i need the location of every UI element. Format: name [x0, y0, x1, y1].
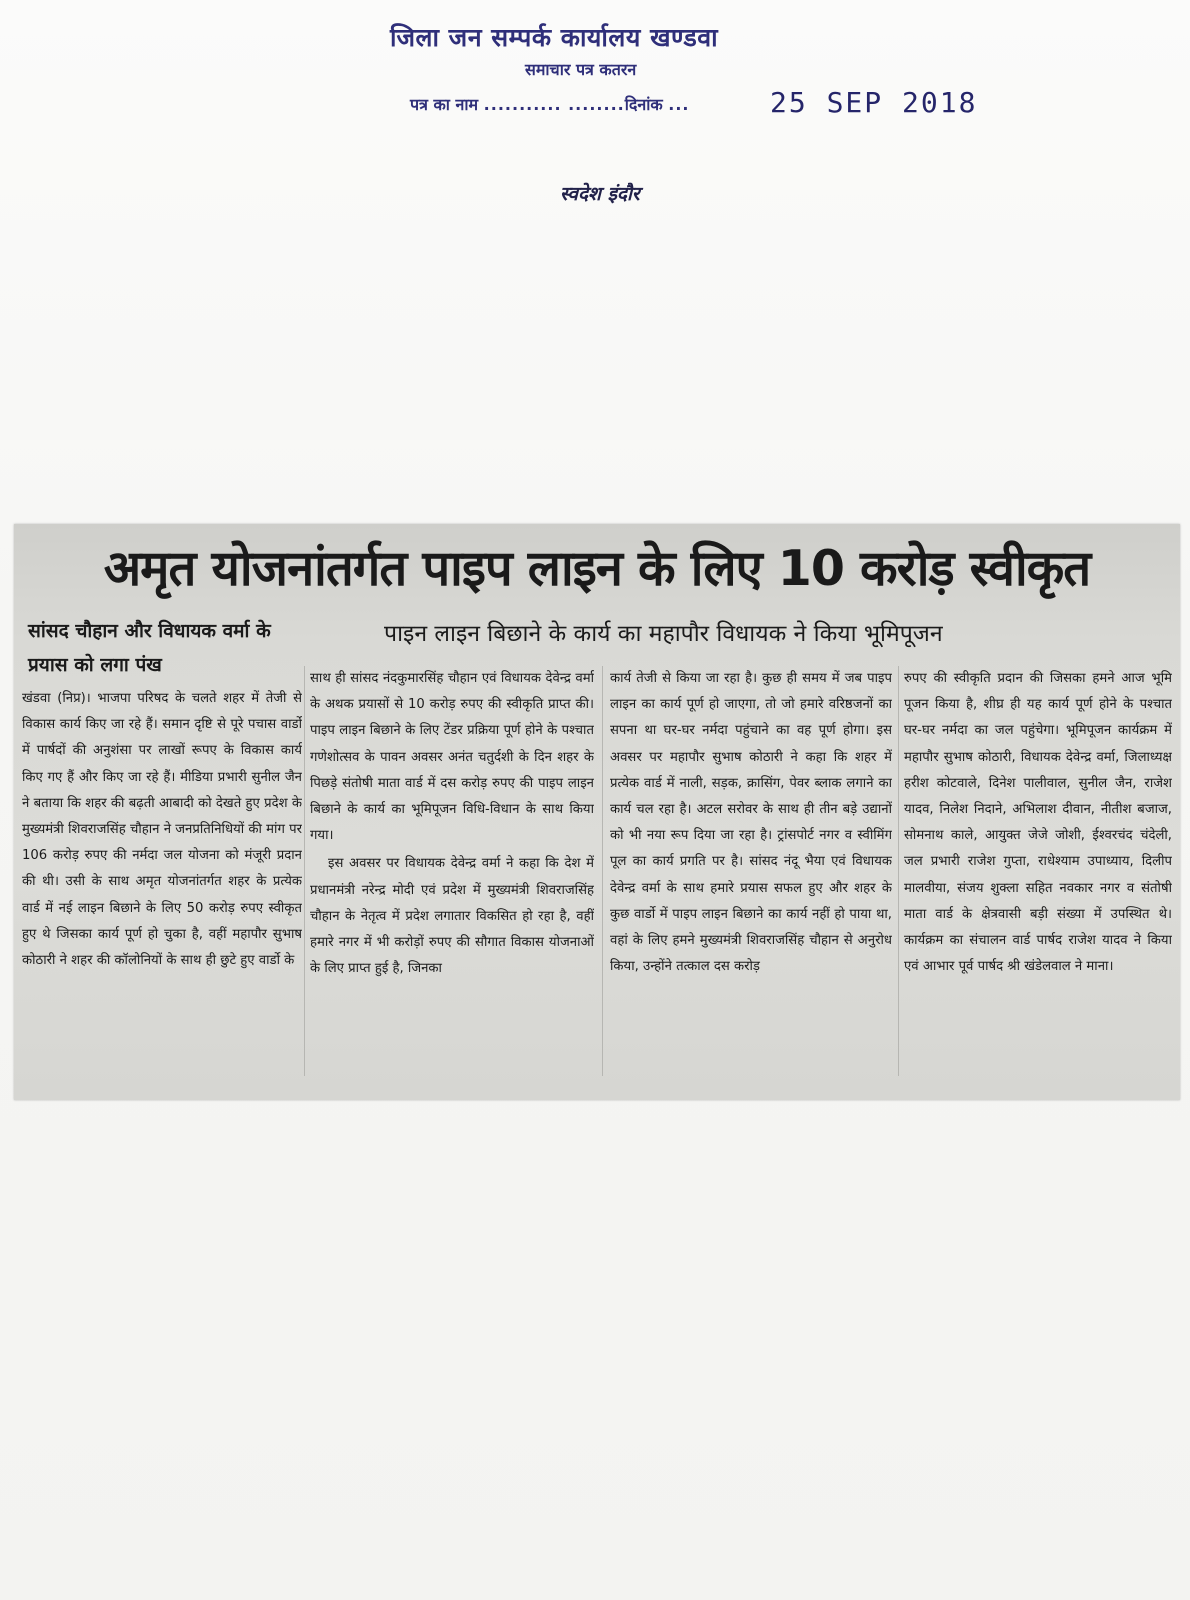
dotted-leader-short: ... [668, 95, 690, 114]
paragraph: साथ ही सांसद नंदकुमारसिंह चौहान एवं विधायक देवेन्द्र वर्मा के अथक प्रयासों से 10 करोड़ रुपए की स्वीकृति प्राप्त की। पाइप लाइन बिछाने के लिए टेंडर प्रक्रिया पूर्ण होने के पश्चात गणेशोत्सव के पावन अवसर अनंत चतुर्दशी के दिन शहर के पिछड़े संतोषी माता वार्ड में दस करोड़ रुपए की पाइप लाइन बिछाने के कार्य का भूमिपूजन विधि-विधान के साथ किया गया। [310, 671, 594, 844]
stamp-office-name: जिला जन सम्पर्क कार्यालय खण्डवा [390, 23, 719, 52]
dotted-leader: ........... ........ [483, 95, 625, 114]
column-divider [304, 666, 305, 1076]
stamp-fields [410, 93, 690, 115]
stamp-subtitle: समाचार पत्र कतरन [525, 60, 637, 79]
news-clipping [14, 524, 1180, 1100]
paragraph: इस अवसर पर विधायक देवेन्द्र वर्मा ने कहा कि देश में प्रधानमंत्री नरेन्द्र मोदी एवं प्रदेश में मुख्यमंत्री शिवराजसिंह चौहान के नेतृत्व में प्रदेश लगातार विकसित हो रहा है, वहीं हमारे नगर में भी करोड़ों रुपए की सौगात विकास योजनाओं के लिए प्राप्त हुई है, जिनका [310, 856, 594, 977]
headline: अमृत योजनांतर्गत पाइप लाइन के लिए 10 करोड़ स्वीकृत [103, 540, 1091, 597]
paper-label: पत्र का नाम [410, 95, 479, 114]
paragraph: कार्य तेजी से किया जा रहा है। कुछ ही समय में जब पाइप लाइन का कार्य पूर्ण हो जाएगा, तो जो हमारे वरिष्ठजनों का सपना था घर-घर नर्मदा पहुंचाने का वह पूर्ण होगा। इस अवसर पर महापौर सुभाष कोठारी ने कहा कि शहर में प्रत्येक वार्ड में नाली, सड़क, क्रासिंग, पेवर ब्लाक लगाने का कार्य चल रहा है। अटल सरोवर के साथ ही तीन बड़े उद्यानों को भी नया रूप दिया जा रहा है। ट्रांसपोर्ट नगर व स्वीमिंग पूल का कार्य प्रगति पर है। सांसद नंदू भैया एवं विधायक देवेन्द्र वर्मा के साथ हमारे प्रयास सफल हुए और शहर के कुछ वार्डो में पाइप लाइन बिछाने का कार्य नहीं हो पाया था, वहां के लिए हमने मुख्यमंत्री शिवराजसिंह चौहान से अनुरोध किया, उन्होंने तत्काल दस करोड़ [610, 671, 892, 975]
article-column-1 [22, 686, 302, 1086]
paragraph: खंडवा (निप्र)। भाजपा परिषद के चलते शहर में तेजी से विकास कार्य किए जा रहे हैं। समान दृष्टि से पूरे पचास वार्डो में पार्षदों की अनुशंसा पर लाखों रूपए के विकास कार्य किए गए हैं और किए जा रहे हैं। मीडिया प्रभारी सुनील जैन ने बताया कि शहर की बढ़ती आबादी को देखते हुए प्रदेश के मुख्यमंत्री शिवराजसिंह चौहान ने जनप्रतिनिधियों की मांग पर 106 करोड़ रुपए की नर्मदा जल योजना को मंजूरी प्रदान की थी। उसी के साथ अमृत योजनांतर्गत शहर के प्रत्येक वार्ड में नई लाइन बिछाने के लिए 50 करोड़ रुपए स्वीकृत हुए थे जिसका कार्य पूर्ण हो चुका है, वहीं महापौर सुभाष कोठारी ने शहर की कॉलोनियों के साथ ही छुटे हुए वार्डो के [22, 691, 302, 969]
office-stamp [380, 18, 980, 128]
date-label: दिनांक [624, 95, 663, 114]
subheadline-right: पाइन लाइन बिछाने के कार्य का महापौर विधायक ने किया भूमिपूजन [384, 621, 943, 647]
article-column-3 [610, 666, 892, 1086]
paragraph: रुपए की स्वीकृति प्रदान की जिसका हमने आज भूमि पूजन किया है, शीघ्र ही यह कार्य पूर्ण होने के पश्चात घर-घर नर्मदा का जल पहुंचेगा। भूमिपूजन कार्यक्रम में महापौर सुभाष कोठारी, विधायक देवेन्द्र वर्मा, जिलाध्यक्ष हरीश कोटवाले, दिनेश पालीवाल, सुनील जैन, राजेश यादव, निलेश निदाने, अभिलाश दीवान, नीतीश बजाज, सोमनाथ काले, आयुक्त जेजे जोशी, ईश्वरचंद चंदेली, जल प्रभारी राजेश गुप्ता, राधेश्याम उपाध्याय, दिलीप मालवीया, संजय शुक्ला सहित नवकार नगर व संतोषी माता वार्ड के क्षेत्रवासी बड़ी संख्या में उपस्थित थे। कार्यक्रम का संचालन वार्ड पार्षद राजेश यादव ने किया एवं आभार पूर्व पार्षद श्री खंडेलवाल ने माना। [904, 671, 1172, 975]
article-column-2 [310, 666, 594, 1086]
column-divider [898, 666, 899, 1076]
column-divider [602, 666, 603, 1076]
subheadline-left: सांसद चौहान और विधायक वर्मा के प्रयास को लगा पंख [28, 620, 271, 676]
article-column-4 [904, 666, 1172, 1086]
stamp-date: 25 SEP 2018 [770, 86, 978, 119]
newspaper-name: स्वदेश इंदौर [560, 183, 640, 205]
